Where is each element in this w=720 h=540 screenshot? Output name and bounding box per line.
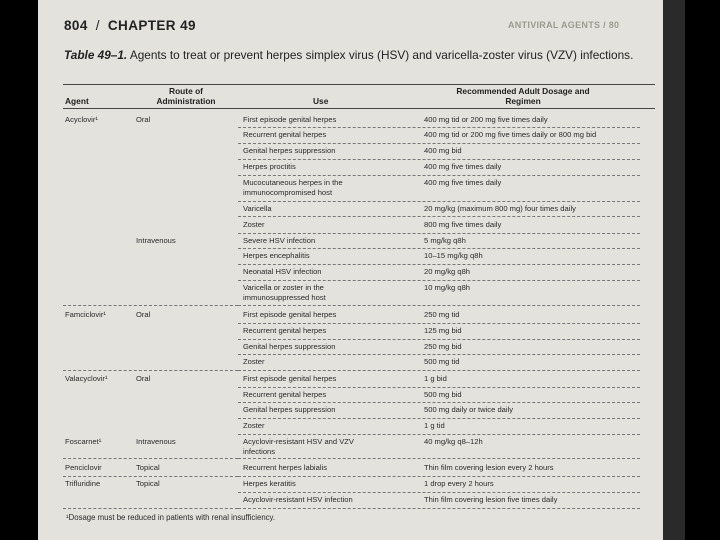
cell-use: First episode genital herpes: [243, 310, 337, 319]
cell-use: Genital herpes suppression: [243, 146, 336, 155]
cell-dosage: 1 drop every 2 hours: [424, 479, 494, 488]
row-divider: [238, 143, 640, 144]
row-divider: [238, 434, 640, 435]
row-divider: [238, 175, 640, 176]
cell-route: Intravenous: [136, 437, 176, 446]
cell-dosage: 20 mg/kg q8h: [424, 267, 471, 276]
cell-dosage: 10–15 mg/kg q8h: [424, 251, 483, 260]
row-divider: [238, 354, 640, 355]
row-divider: [238, 370, 640, 371]
row-divider: [238, 476, 640, 477]
table-caption-text: Agents to treat or prevent herpes simplex virus (HSV) and varicella-zoster virus (VZV) infections.: [129, 48, 634, 62]
cell-route: Topical: [136, 463, 160, 472]
cell-use: Zoster: [243, 421, 265, 430]
cell-use: Zoster: [243, 220, 265, 229]
cell-dosage: 400 mg five times daily: [424, 178, 502, 187]
agent-group-divider: [63, 508, 238, 509]
cell-dosage: 1 g bid: [424, 374, 447, 383]
cell-use: Genital herpes suppression: [243, 342, 336, 351]
cell-dosage: 250 mg tid: [424, 310, 460, 319]
agent-group-divider: [63, 476, 238, 477]
cell-dosage: 10 mg/kg q8h: [424, 283, 471, 292]
cell-agent: Penciclovir: [65, 463, 102, 472]
facing-page-title: ANTIVIRAL AGENTS: [508, 20, 601, 30]
cell-route: Intravenous: [136, 236, 176, 245]
facing-page-edge: [663, 0, 685, 540]
row-divider: [238, 458, 640, 459]
row-divider: [238, 201, 640, 202]
cell-use: Varicella or zoster in the: [243, 283, 324, 292]
cell-dosage: 500 mg tid: [424, 357, 460, 366]
cell-dosage: Thin film covering lesion five times daily: [424, 495, 558, 504]
cell-dosage: 500 mg daily or twice daily: [424, 405, 514, 414]
header-separator: /: [95, 18, 100, 33]
row-divider: [238, 233, 640, 234]
cell-use: Mucocutaneous herpes in the: [243, 178, 343, 187]
table-caption: [64, 48, 644, 62]
col-header-route: Route of Administration: [156, 86, 216, 106]
row-divider: [238, 280, 640, 281]
cell-agent: Trifluridine: [65, 479, 101, 488]
agent-group-divider: [63, 370, 238, 371]
cell-route: Oral: [136, 374, 151, 383]
cell-use: Herpes encephalitis: [243, 251, 310, 260]
cell-use: Recurrent genital herpes: [243, 390, 327, 399]
book-page: [38, 0, 663, 540]
facing-page-number: 80: [608, 20, 620, 30]
cell-dosage: 40 mg/kg q8–12h: [424, 437, 483, 446]
row-divider: [238, 418, 640, 419]
cell-agent: Foscarnet¹: [65, 437, 102, 446]
col-header-agent: Agent: [65, 96, 89, 106]
row-divider: [238, 264, 640, 265]
cell-use: immunocompromised host: [243, 187, 333, 197]
agent-group-divider: [63, 305, 238, 306]
cell-dosage: 125 mg bid: [424, 326, 462, 335]
cell-use: Zoster: [243, 357, 265, 366]
agent-group-divider: [63, 458, 238, 459]
cell-use: Herpes proctitis: [243, 162, 296, 171]
cell-dosage: 400 mg bid: [424, 146, 462, 155]
row-divider: [238, 127, 640, 128]
cell-use: Severe HSV infection: [243, 236, 316, 245]
table-top-rule: [63, 84, 655, 85]
row-divider: [238, 159, 640, 160]
col-header-use: Use: [313, 96, 329, 106]
cell-agent: Famciclovir¹: [65, 310, 106, 319]
row-divider: [238, 387, 640, 388]
running-header: [64, 18, 196, 33]
row-divider: [238, 323, 640, 324]
cell-use: First episode genital herpes: [243, 115, 337, 124]
cell-dosage: 500 mg bid: [424, 390, 462, 399]
cell-use: immunosuppressed host: [243, 292, 326, 302]
row-divider: [238, 508, 640, 509]
cell-use: Recurrent genital herpes: [243, 326, 327, 335]
col-header-dosage: Recommended Adult Dosage and Regimen: [456, 86, 590, 106]
row-divider: [238, 216, 640, 217]
cell-dosage: 400 mg tid or 200 mg five times daily or 800 mg bid: [424, 130, 597, 139]
cell-route: Oral: [136, 115, 151, 124]
cell-dosage: 20 mg/kg (maximum 800 mg) four times daily: [424, 204, 576, 213]
cell-use: First episode genital herpes: [243, 374, 337, 383]
cell-dosage: 400 mg tid or 200 mg five times daily: [424, 115, 548, 124]
row-divider: [238, 305, 640, 306]
table-footnote: ¹Dosage must be reduced in patients with renal insufficiency.: [66, 513, 276, 522]
cell-dosage: Thin film covering lesion every 2 hours: [424, 463, 554, 472]
cell-route: Oral: [136, 310, 151, 319]
cell-agent: Valacyclovir¹: [65, 374, 108, 383]
cell-use: Herpes keratitis: [243, 479, 296, 488]
cell-use: Recurrent herpes labialis: [243, 463, 327, 472]
facing-page-separator: /: [603, 20, 606, 30]
cell-dosage: 5 mg/kg q8h: [424, 236, 466, 245]
cell-use: Acyclovir-resistant HSV infection: [243, 495, 353, 504]
row-divider: [238, 248, 640, 249]
cell-dosage: 800 mg five times daily: [424, 220, 502, 229]
cell-use: Neonatal HSV infection: [243, 267, 322, 276]
table-label: Table 49–1.: [64, 48, 128, 62]
row-divider: [238, 492, 640, 493]
cell-dosage: 1 g tid: [424, 421, 445, 430]
chapter-label: CHAPTER 49: [107, 18, 196, 33]
cell-use: Recurrent genital herpes: [243, 130, 327, 139]
cell-use: infections: [243, 446, 276, 456]
cell-dosage: 400 mg five times daily: [424, 162, 502, 171]
facing-page-running-head: [508, 20, 619, 30]
row-divider: [238, 339, 640, 340]
table-header-rule: [63, 108, 655, 109]
cell-use: Genital herpes suppression: [243, 405, 336, 414]
cell-route: Topical: [136, 479, 160, 488]
cell-agent: Acyclovir¹: [65, 115, 98, 124]
page-number: 804: [64, 18, 88, 33]
row-divider: [238, 402, 640, 403]
cell-use: Varicella: [243, 204, 272, 213]
cell-use: Acyclovir-resistant HSV and VZV: [243, 437, 354, 446]
cell-dosage: 250 mg bid: [424, 342, 462, 351]
